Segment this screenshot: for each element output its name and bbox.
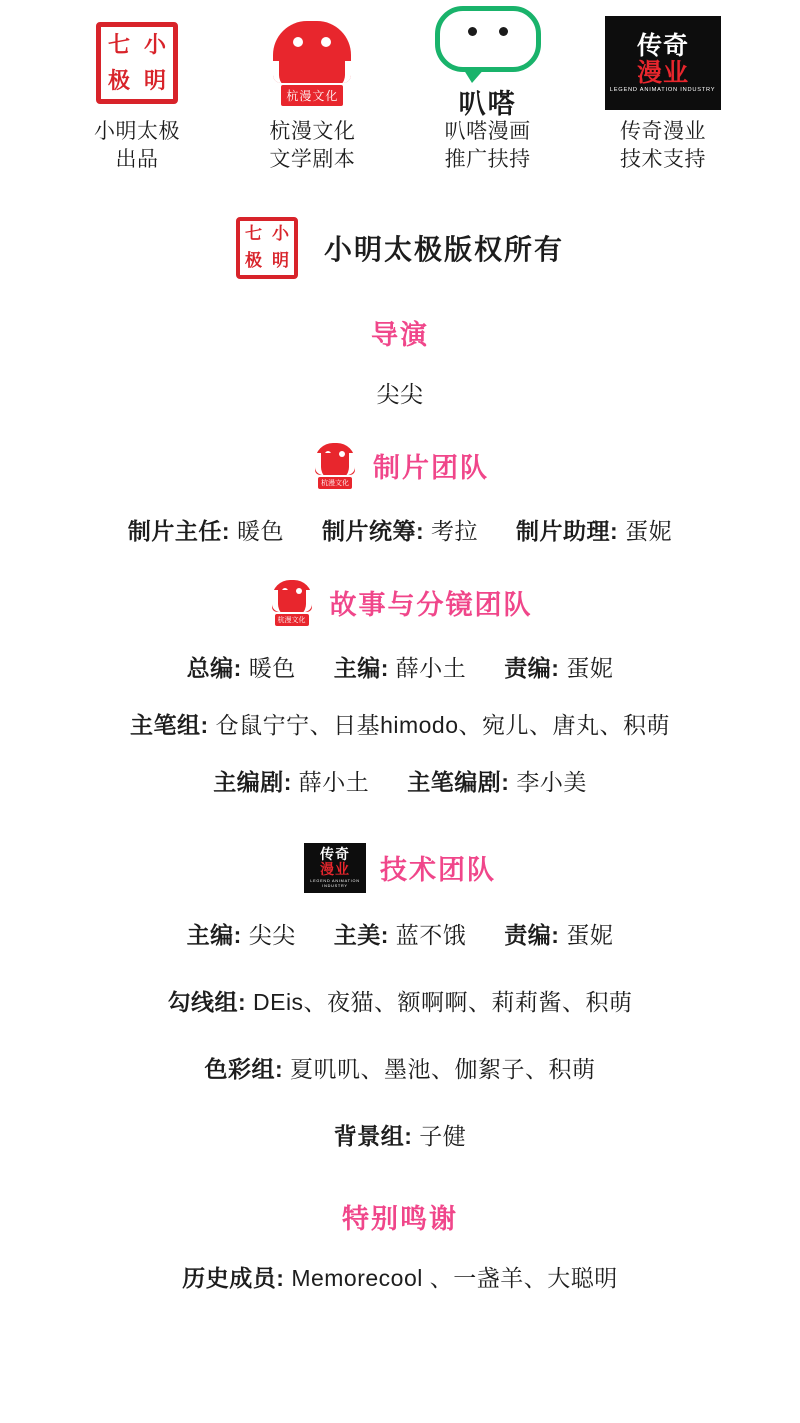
credit-role-value: DEis、夜猫、额啊啊、莉莉酱、积萌: [253, 988, 633, 1015]
legend-logo-top-text: 传奇: [320, 846, 350, 863]
partner-caption: [94, 118, 180, 175]
partner-legend-animation: [588, 14, 738, 175]
credit-role-value: Memorecool 、一盏羊、大聪明: [291, 1264, 618, 1291]
technology-heading-row: [0, 843, 800, 893]
credit-role: [187, 650, 296, 683]
credit-role: [407, 764, 587, 797]
credit-role-label: 主笔组:: [130, 711, 209, 738]
technology-roles: [0, 917, 800, 950]
partner-bada-comic: [413, 14, 563, 175]
hm-logo-text: 杭漫文化: [281, 85, 343, 106]
bada-comic-logo-icon: [433, 14, 543, 119]
partner-caption-line1: 传奇漫业: [619, 120, 706, 143]
partner-caption-line2: 出品: [115, 148, 159, 172]
credit-role-value: 蛋妮: [566, 921, 614, 948]
hm-bear-icon: [273, 21, 351, 83]
partner-caption-line1: 杭漫文化: [269, 120, 356, 143]
hm-logo-text: 杭漫文化: [275, 614, 309, 626]
special-thanks-members: [0, 1260, 800, 1293]
partner-xiaoming-taiji: [62, 14, 212, 175]
partner-caption-line2: 推广扶持: [444, 148, 531, 172]
partner-caption-line2: 技术支持: [619, 148, 706, 172]
story-roles: [0, 650, 800, 683]
speech-bubble-icon: [435, 6, 541, 72]
credit-role-value: 薛小土: [298, 768, 370, 795]
credit-role-value: 暖色: [236, 517, 284, 544]
hm-legs-shape: [272, 590, 312, 612]
credit-role-label: 主编:: [186, 921, 242, 948]
credit-role-value: 蓝不饿: [395, 921, 467, 948]
section-special-thanks: [0, 1197, 800, 1293]
story-heading-row: [0, 580, 800, 626]
section-director: [0, 313, 800, 409]
partner-caption-line1: 小明太极: [94, 120, 180, 143]
production-heading-row: [0, 443, 800, 489]
credit-role-label: 色彩组:: [204, 1055, 284, 1082]
credit-role-label: 制片主任:: [127, 517, 231, 544]
credit-role-value: 蛋妮: [566, 654, 614, 681]
partner-caption-line2: 文学剧本: [269, 148, 356, 172]
credit-role-label: 责编:: [504, 921, 560, 948]
partner-caption: [445, 118, 531, 175]
story-lead-writers: [0, 707, 800, 740]
credit-role-label: 主编剧:: [213, 768, 292, 795]
hangman-culture-logo-icon: [266, 14, 358, 112]
partner-caption-line1: 叭嗒漫画: [444, 120, 531, 143]
credits-list: [0, 313, 800, 1293]
stamp-char: 七: [107, 32, 130, 58]
credit-role-value: 子健: [419, 1122, 467, 1149]
story-screenwriters: [0, 764, 800, 797]
copyright-row: [0, 217, 800, 279]
credit-role-label: 勾线组:: [167, 988, 247, 1015]
hangman-culture-logo-icon: [268, 580, 316, 626]
credit-role-label: 责编:: [504, 654, 560, 681]
credit-role-label: 历史成员:: [182, 1264, 285, 1291]
section-story: [0, 580, 800, 797]
legend-animation-logo-icon: [605, 14, 721, 112]
credit-role: [516, 513, 672, 546]
credit-role-value: 蛋妮: [625, 517, 673, 544]
credit-role: [187, 917, 296, 950]
technology-heading: 技术团队: [380, 855, 496, 886]
credit-role-label: 主笔编剧:: [407, 768, 510, 795]
bada-logo-text: 叭嗒: [458, 88, 517, 119]
technology-background-group: [0, 1118, 800, 1151]
credit-role-value: 尖尖: [248, 921, 296, 948]
credit-role-value: 仓鼠宁宁、日基himodo、宛儿、唐丸、积萌: [215, 711, 670, 738]
partner-hangman-culture: [237, 14, 387, 175]
credit-role-value: 李小美: [516, 768, 587, 795]
credit-role: [504, 650, 613, 683]
credit-role: [504, 917, 613, 950]
partner-caption: [269, 118, 355, 175]
credit-role-label: 主编:: [333, 654, 389, 681]
credit-role: [213, 764, 369, 797]
director-heading: 导演: [371, 319, 429, 350]
credit-role: [334, 650, 467, 683]
hm-bear-icon: [315, 443, 355, 475]
credit-role-label: 制片助理:: [516, 517, 619, 544]
credit-role: [334, 917, 467, 950]
hm-legs-shape: [273, 61, 351, 83]
legend-logo-mid-text: 漫业: [636, 58, 689, 87]
credit-role: [322, 513, 478, 546]
credit-role-label: 背景组:: [333, 1122, 413, 1149]
story-heading: 故事与分镜团队: [329, 590, 533, 621]
legend-logo-mid-text: 漫业: [320, 861, 350, 878]
production-roles: [0, 513, 800, 546]
legend-logo-bottom-text: LEGEND ANIMATION INDUSTRY: [310, 877, 360, 888]
legend-logo-bottom-text: LEGEND ANIMATION INDUSTRY: [610, 87, 716, 93]
credit-role-value: 考拉: [431, 517, 479, 544]
stamp-char: 极: [107, 68, 130, 94]
section-technology: [0, 843, 800, 1151]
credit-role-value: 暖色: [248, 654, 296, 681]
stamp-char: 七: [244, 223, 262, 244]
stamp-char: 明: [271, 250, 289, 271]
copyright-text: 小明太极版权所有: [323, 233, 564, 265]
bada-logo-mark: [433, 6, 543, 121]
production-heading: 制片团队: [373, 453, 489, 484]
legend-logo-box: [605, 16, 721, 110]
hm-logo-mark: [266, 21, 358, 106]
director-name: 尖尖: [376, 380, 424, 407]
technology-color-group: [0, 1051, 800, 1084]
credit-role-label: 主美:: [333, 921, 389, 948]
hm-logo-text: 杭漫文化: [318, 477, 352, 489]
bubble-eyes-icon: [440, 27, 536, 36]
credit-role-label: 总编:: [186, 654, 242, 681]
legend-logo-top-text: 传奇: [636, 31, 689, 60]
credit-role-label: 制片统筹:: [321, 517, 425, 544]
legend-animation-logo-icon: [304, 843, 366, 893]
stamp-char: 小: [271, 223, 289, 244]
xiaoming-taiji-stamp-icon: [96, 14, 178, 112]
section-production: [0, 443, 800, 546]
partner-caption: [620, 118, 706, 175]
stamp-char: 明: [143, 68, 166, 94]
hm-legs-shape: [315, 453, 355, 475]
credit-role-value: 夏叽叽、墨池、伽絮子、积萌: [290, 1055, 596, 1082]
special-thanks-heading: 特别鸣谢: [342, 1203, 458, 1234]
stamp-char: 小: [143, 32, 166, 58]
hm-bear-icon: [272, 580, 312, 612]
credit-role-value: 薛小土: [395, 654, 467, 681]
stamp-seal: [96, 22, 178, 104]
technology-line-group: [0, 984, 800, 1017]
stamp-char: 极: [244, 250, 262, 271]
copyright-stamp-icon: [236, 217, 298, 279]
hangman-culture-logo-icon: [311, 443, 359, 489]
partner-logos-row: [0, 0, 800, 175]
credit-role: [128, 513, 284, 546]
